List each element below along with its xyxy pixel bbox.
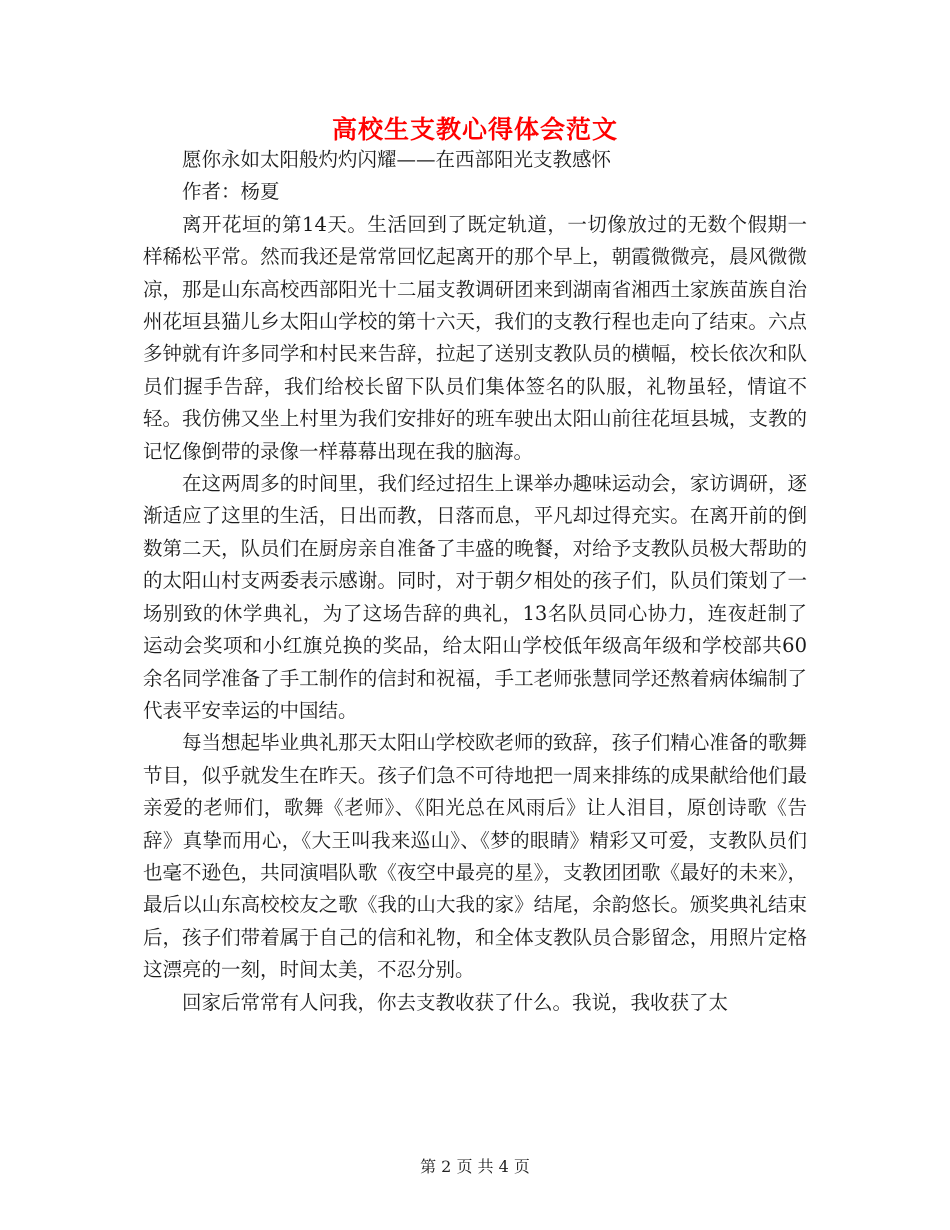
paragraph-4: 回家后常常有人问我，你去支教收获了什么。我说，我收获了太 [182, 990, 729, 1014]
paragraph-1: 离开花垣的第14天。生活回到了既定轨道，一切像放过的无数个假期一样稀松平常。然而我还是常常回忆起离开的那个早上，朝霞微微亮，晨风微微凉，那是山东高校西部阳光十二届支教调研团来到湖南省湘西土家族苗族自治州花垣县猫儿乡太阳山学校的第十六天，我们的支教行程也走向了结束。六点多钟就有许多同学和村民来告辞，拉起了送别支教队员的横幅，校长依次和队员们握手告辞，我们给校长留下队员们集体签名的队服，礼物虽轻，情谊不轻。我仿佛又坐上村里为我们安排好的班车驶出太阳山前往花垣县城，支教的记忆像倒带的录像一样幕幕出现在我的脑海。 [143, 212, 807, 463]
paragraph-3: 每当想起毕业典礼那天太阳山学校欧老师的致辞，孩子们精心准备的歌舞节目，似乎就发生在昨天。孩子们急不可待地把一周来排练的成果献给他们最亲爱的老师们，歌舞《老师》、《阳光总在风雨后》让人泪目，原创诗歌《告辞》真挚而用心，《大王叫我来巡山》、《梦的眼睛》精彩又可爱，支教队员们也毫不逊色，共同演唱队歌《夜空中最亮的星》，支教团团歌《最好的未来》，最后以山东高校校友之歌《我的山大我的家》结尾，余韵悠长。颁奖典礼结束后，孩子们带着属于自己的信和礼物，和全体支教队员合影留念，用照片定格这漂亮的一刻，时间太美，不忍分别。 [143, 731, 807, 982]
paragraph-2: 在这两周多的时间里，我们经过招生上课举办趣味运动会，家访调研，逐渐适应了这里的生活，日出而教，日落而息，平凡却过得充实。在离开前的倒数第二天，队员们在厨房亲自准备了丰盛的晚餐，对给予支教队员极大帮助的的太阳山村支两委表示感谢。同时，对于朝夕相处的孩子们，队员们策划了一场别致的休学典礼，为了这场告辞的典礼，13名队员同心协力，连夜赶制了运动会奖项和小红旗兑换的奖品，给太阳山学校低年级高年级和学校部共60余名同学准备了手工制作的信封和祝福，手工老师张慧同学还熬着病体编制了代表平安幸运的中国结。 [143, 472, 807, 722]
document-title: 高校生支教心得体会范文 [331, 115, 618, 144]
page-footer: 第 2 页 共 4 页 [420, 1157, 530, 1176]
author-line: 作者：杨夏 [182, 180, 280, 204]
subtitle-line: 愿你永如太阳般灼灼闪耀——在西部阳光支教感怀 [182, 148, 612, 171]
document-body [143, 144, 807, 1019]
